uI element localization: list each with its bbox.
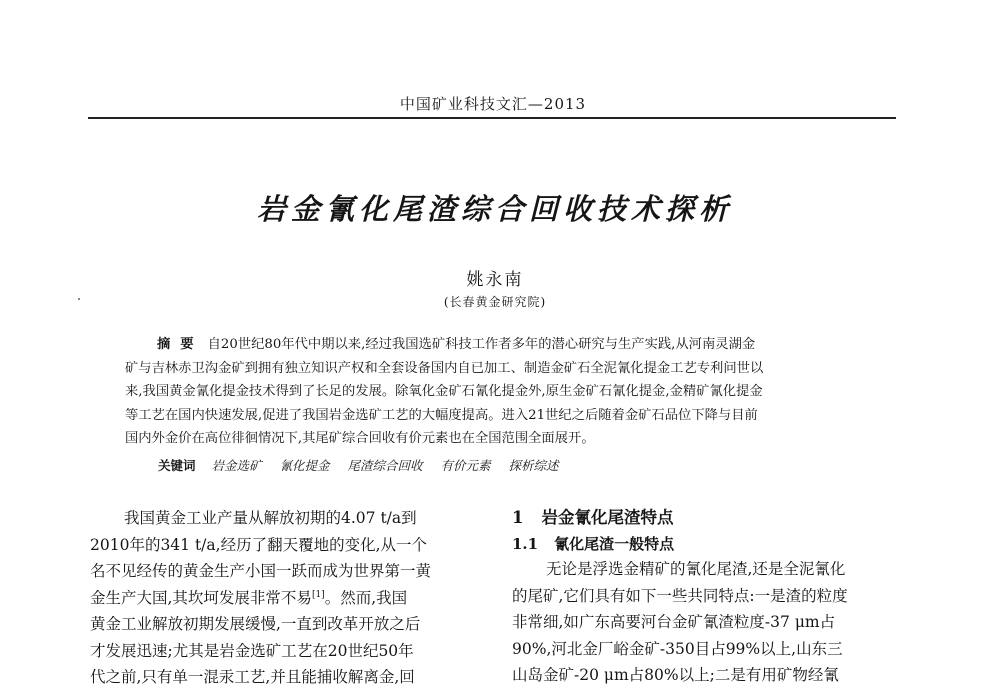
keyword: 岩金选矿 (211, 458, 262, 473)
keyword: 探析综述 (508, 458, 559, 473)
body-line: 无论是浮选金精矿的氰化尾渣,还是全泥氰化 (546, 560, 846, 578)
scan-artifact (78, 298, 80, 300)
abstract-line: 来,我国黄金氰化提金技术得到了长足的发展。除氧化金矿石氰化提金外,原生金矿石氰化提金,金精矿氰化提金 (125, 384, 763, 399)
article-title: 岩金氰化尾渣综合回收技术探析 (256, 192, 733, 226)
article-affiliation: (长春黄金研究院) (443, 295, 547, 309)
body-line: 我国黄金工业产量从解放初期的4.07 t/a到 (124, 509, 417, 527)
body-column-left (90, 505, 482, 691)
abstract-label: 摘要 (157, 337, 204, 352)
subsection-number: 1.1 (512, 535, 539, 553)
abstract-line: 摘要 自20世纪80年代中期以来,经过我国选矿科技工作者多年的潜心研究与生产实践,从河南灵湖金 (157, 337, 756, 352)
abstract-line: 矿与吉林赤卫沟金矿到拥有独立知识产权和全套设备国内自已加工、制造金矿石全泥氰化提金工艺专利问世以 (125, 360, 764, 376)
section-heading (512, 505, 904, 531)
body-line: 才发展迅速;尤其是岩金选矿工艺在20世纪50年 (90, 641, 414, 660)
subsection-title: 氰化尾渣一般特点 (554, 535, 675, 553)
running-head: 中国矿业科技文汇—2013 (399, 95, 587, 113)
abstract (125, 333, 870, 451)
keywords-label: 关键词 (158, 458, 196, 473)
keyword: 尾渣综合回收 (347, 458, 423, 473)
abstract-line: 等工艺在国内快速发展,促进了我国岩金选矿工艺的大幅度提高。进入21世纪之后随着金矿石品位下降与目前 (125, 407, 758, 423)
keywords (158, 456, 858, 474)
section-number: 1 (512, 508, 524, 527)
subsection-heading (512, 531, 904, 556)
article-author: 姚永南 (466, 270, 524, 290)
keyword: 氰化提金 (279, 458, 330, 473)
citation-ref[interactable]: [1] (311, 589, 325, 600)
abstract-line: 国内外金价在高位徘徊情况下,其尾矿综合回收有价元素也在全国范围全面展开。 (125, 431, 595, 446)
body-line: 90%,河北金厂峪金矿-350目占99%以上,山东三 (512, 639, 843, 658)
section-title: 岩金氰化尾渣特点 (541, 508, 674, 527)
body-line: 黄金工业解放初期发展缓慢,一直到改革开放之后 (90, 615, 421, 633)
header-rule (88, 117, 896, 119)
keyword: 有价元素 (440, 458, 491, 473)
body-line: 山岛金矿-20 μm占80%以上;二是有用矿物经氰 (512, 666, 839, 684)
body-line: 代之前,只有单一混汞工艺,并且能捕收解离金,回 (90, 668, 415, 686)
body-line: 名不见经传的黄金生产小国一跃而成为世界第一黄 (90, 562, 432, 580)
body-line: 非常细,如广东高要河台金矿氰渣粒度-37 μm占 (512, 613, 836, 631)
body-line: 的尾矿,它们具有如下一些共同特点:一是渣的粒度 (512, 586, 848, 605)
body-line: 2010年的341 t/a,经历了翻天覆地的变化,从一个 (90, 535, 428, 554)
body-line: 金生产大国,其坎坷发展非常不易[1]。然而,我国 (90, 588, 408, 607)
body-column-right (512, 505, 904, 689)
